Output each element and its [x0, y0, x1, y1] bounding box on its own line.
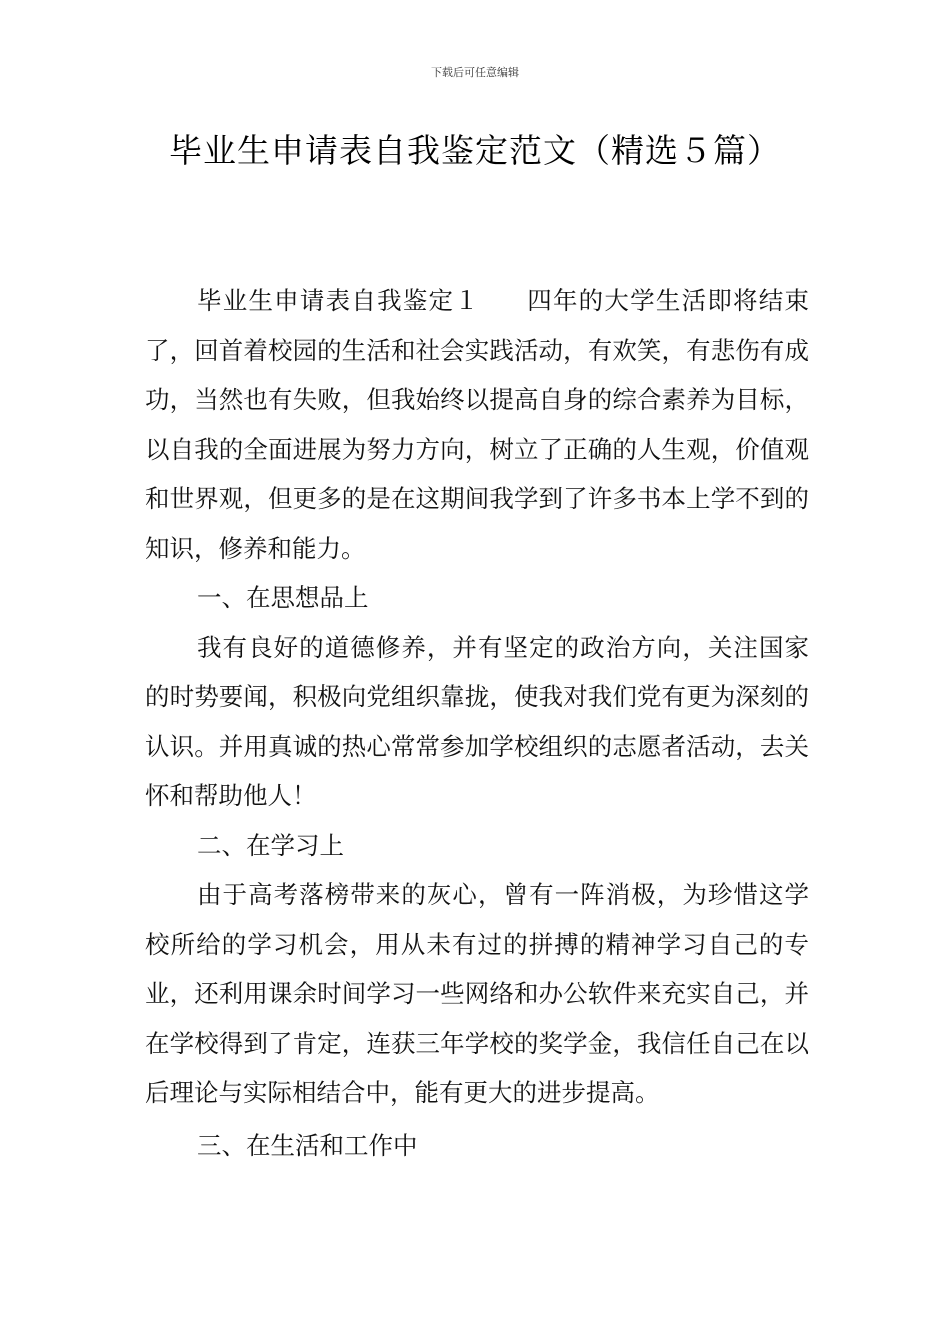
intro-paragraph: [145, 276, 809, 573]
section-heading-3: 三、在生活和工作中: [197, 1130, 418, 1160]
section-heading-2: 二、在学习上: [197, 830, 344, 860]
intro-label: 毕业生申请表自我鉴定１: [197, 286, 480, 315]
section-heading-1: 一、在思想品上: [197, 583, 369, 612]
document-title: 毕业生申请表自我鉴定范文（精选５篇）: [169, 131, 781, 170]
section-paragraph-2: 由于高考落榜带来的灰心，曾有一阵消极，为珍惜这学校所给的学习机会，用从未有过的拼搏的精神学习自己的专业，还利用课余时间学习一些网络和办公软件来充实自己，并在学校得到了肯定，连获三年学校的奖学金，我信任自己在以后理论与实际相结合中，能有更大的进步提高。: [145, 880, 809, 1107]
intro-text: 四年的大学生活即将结束了，回首着校园的生活和社会实践活动，有欢笑，有悲伤有成功，当然也有失败，但我始终以提高自身的综合素养为目标，以自我的全面进展为努力方向，树立了正确的人生观，价值观和世界观，但更多的是在这期间我学到了许多书本上学不到的知识，修养和能力。: [145, 286, 809, 563]
page-header: 下载后可任意编辑: [431, 66, 519, 79]
section-paragraph-1: 我有良好的道德修养，并有坚定的政治方向，关注国家的时势要闻，积极向党组织靠拢，使我对我们党有更为深刻的认识。并用真诚的热心常常参加学校组织的志愿者活动，去关怀和帮助他人！: [145, 632, 809, 810]
document-body: [145, 276, 809, 1170]
